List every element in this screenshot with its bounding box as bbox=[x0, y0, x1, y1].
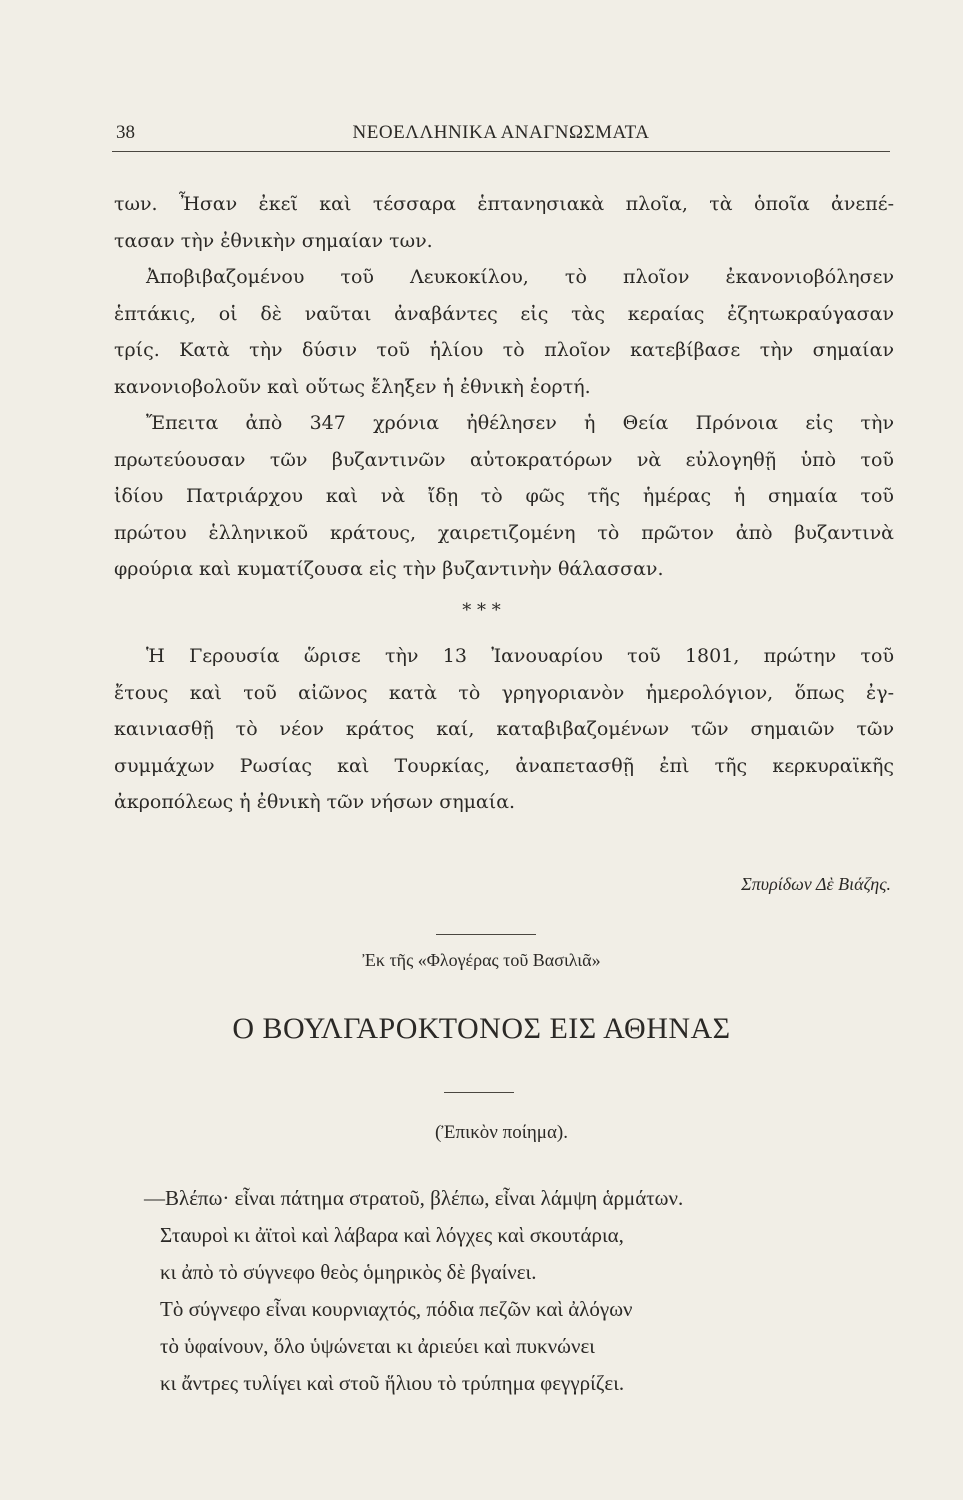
text-line: Ἔπειτα ἀπὸ 347 χρόνια ἠθέλησεν ἡ Θεία Πρόνοια εἰς τὴν bbox=[146, 412, 894, 434]
text-line: ἀκροπόλεως ἡ ἐθνικὴ τῶν νήσων σημαία. bbox=[114, 791, 516, 813]
page-number: 38 bbox=[116, 122, 135, 143]
source-line: Ἐκ τῆς «Φλογέρας τοῦ Βασιλιᾶ» bbox=[362, 950, 601, 970]
text-line: συμμάχων Ρωσίας καὶ Τουρκίας, ἀναπετασθῇ ἐπὶ τῆς κερκυραϊκῆς bbox=[114, 754, 894, 777]
poem-verse: —Βλέπω· εἶναι πάτημα στρατοῦ, βλέπω, εἶναι λάμψη ἁρμάτων. bbox=[144, 1186, 684, 1210]
text-line: τρίς. Κατὰ τὴν δύσιν τοῦ ἡλίου τὸ πλοῖον κατεβίβασε τὴν σημαίαν bbox=[114, 339, 894, 361]
text-line: Ἀποβιβαζομένου τοῦ Λευκοκίλου, τὸ πλοῖον ἐκανονιοβόλησεν bbox=[146, 266, 894, 288]
text-line: των. Ἦσαν ἐκεῖ καὶ τέσσαρα ἑπτανησιακὰ πλοῖα, τὰ ὁποῖα ἀνεπέ- bbox=[114, 193, 894, 215]
author-signature: Σπυρίδων Δὲ Βιάζης. bbox=[741, 874, 891, 894]
poem-verse: κι ἀπὸ τὸ σύγνεφο θεὸς ὁμηρικὸς δὲ βγαίνει. bbox=[160, 1260, 537, 1284]
text-line: κανονιοβολοῦν καὶ οὕτως ἔληξεν ἡ ἐθνικὴ ἑορτή. bbox=[114, 375, 591, 398]
poem-title: Ο ΒΟΥΛΓΑΡΟΚΤΟΝΟΣ ΕΙΣ ΑΘΗΝΑΣ bbox=[232, 1012, 731, 1045]
title-rule bbox=[444, 1092, 514, 1093]
page-header bbox=[112, 116, 890, 150]
prose-section-2 bbox=[114, 638, 894, 821]
text-line: πρώτου ἑλληνικοῦ κράτους, χαιρετιζομένη τὸ πρῶτον ἀπὸ βυζαντινὰ bbox=[114, 521, 894, 544]
text-line: τασαν τὴν ἐθνικὴν σημαίαν των. bbox=[114, 229, 433, 252]
text-line: ἰδίου Πατριάρχου καὶ νὰ ἴδῃ τὸ φῶς τῆς ἡμέρας ἡ σημαία τοῦ bbox=[114, 485, 894, 507]
poem-body bbox=[110, 1180, 900, 1402]
text-line: φρούρια καὶ κυματίζουσα εἰς τὴν βυζαντινὴν θάλασσαν. bbox=[114, 558, 664, 580]
prose-section-1 bbox=[114, 186, 894, 588]
header-rule bbox=[112, 151, 890, 152]
text-line: ἑπτάκις, οἱ δὲ ναῦται ἀναβάντες εἰς τὰς κεραίας ἐζητωκραύγασαν bbox=[114, 302, 894, 325]
poem-subtitle: (Ἐπικὸν ποίημα). bbox=[434, 1122, 569, 1143]
text-line: πρωτεύουσαν τῶν βυζαντινῶν αὐτοκρατόρων νὰ εὐλογηθῇ ὑπὸ τοῦ bbox=[114, 448, 894, 471]
poem-verse: τὸ ὑφαίνουν, ὅλο ὑψώνεται κι ἀριεύει καὶ πυκνώνει bbox=[160, 1334, 595, 1358]
text-line: καινιασθῇ τὸ νέον κράτος καί, καταβιβαζομένων τῶν σημαιῶν τῶν bbox=[114, 718, 894, 740]
text-line: Ἡ Γερουσία ὥρισε τὴν 13 Ἰανουαρίου τοῦ 1801, πρώτην τοῦ bbox=[146, 645, 894, 667]
poem-verse: Σταυροὶ κι ἀϊτοὶ καὶ λάβαρα καὶ λόγχες καὶ σκουτάρια, bbox=[160, 1223, 624, 1247]
text-line: ἔτους καὶ τοῦ αἰῶνος κατὰ τὸ γρηγοριανὸν ἡμερολόγιον, ὅπως ἐγ- bbox=[114, 681, 894, 704]
separator-stars: * * * bbox=[462, 600, 501, 621]
poem-verse: κι ἄντρες τυλίγει καὶ στοῦ ἥλιου τὸ τρύπημα φεγγρίζει. bbox=[160, 1371, 625, 1395]
section-divider bbox=[436, 934, 536, 935]
poem-verse: Τὸ σύγνεφο εἶναι κουρνιαχτός, πόδια πεζῶν καὶ ἀλόγων bbox=[160, 1297, 633, 1321]
running-title: ΝΕΟΕΛΛΗΝΙΚΑ ΑΝΑΓΝΩΣΜΑΤΑ bbox=[352, 122, 650, 143]
